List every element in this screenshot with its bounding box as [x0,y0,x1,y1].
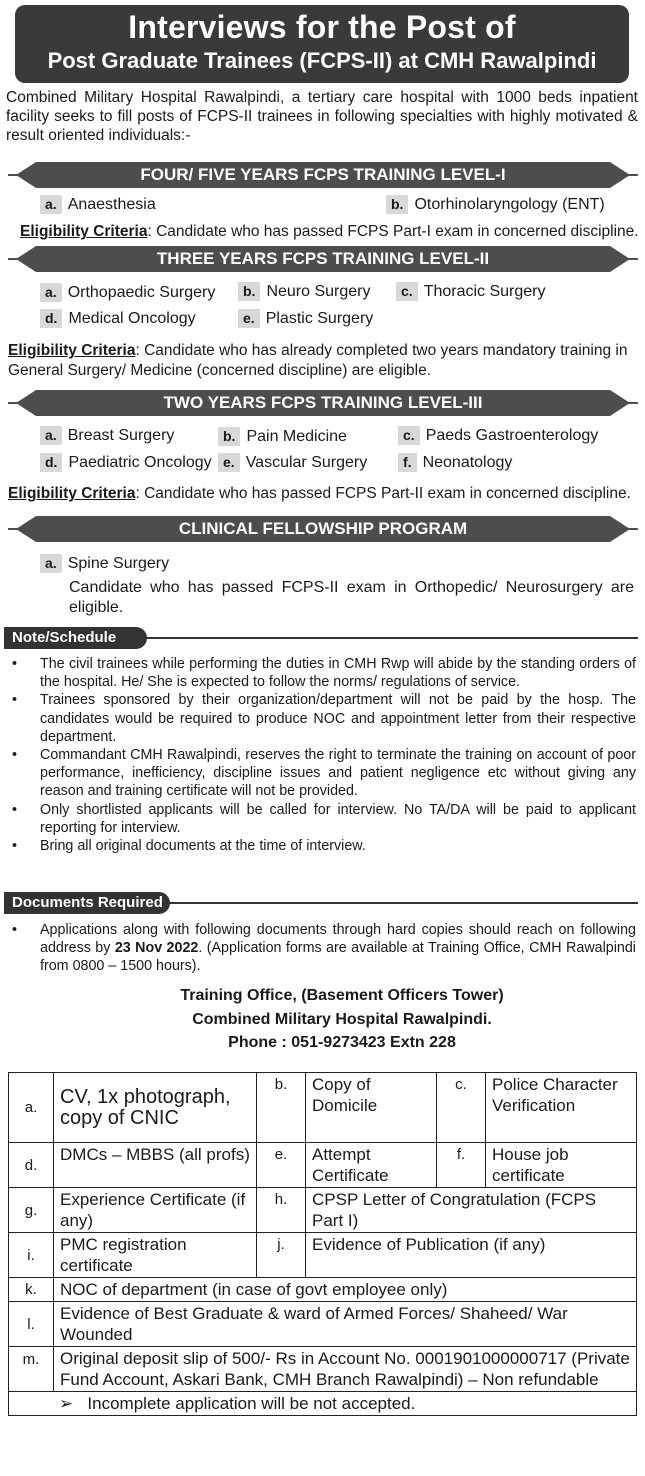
app-text: . (Application forms are available at Training Office, CMH Rawalpindi from 0800 – 1500 hours). [40,940,636,975]
row-key: i. [9,1233,54,1278]
eligibility-text: : Candidate who has passed FCPS Part-II exam in concerned discipline. [135,485,631,502]
row-key: m. [9,1347,54,1392]
item-key: c. [396,282,418,301]
level2-banner [8,246,638,272]
row-key: j. [257,1233,306,1278]
row-key: b. [257,1073,306,1143]
table-row [9,1073,637,1143]
deadline-date: 23 Nov 2022 [114,940,199,957]
item-label: Spine Surgery [67,555,170,572]
item-label: Neonatology [422,454,513,471]
app-text: Applications along with following documents through hard copies should reach on following address by [40,922,636,957]
list-item: • Only shortlisted applicants will be called for interview. No TA/DA will be paid to applicant reporting for interview. [8,801,636,837]
doc-item: Attempt Certificate [306,1143,437,1188]
item-label: Paediatric Oncology [68,454,212,471]
footer-note-text: Incomplete application will be not accepted. [87,1394,416,1413]
list-item [398,426,598,445]
level3-eligibility [8,484,638,504]
list-item: • Bring all original documents at the time of interview. [8,837,636,855]
doc-item: Evidence of Publication (if any) [306,1233,637,1278]
item-key: c. [398,426,420,445]
footer-note [9,1392,637,1416]
list-item [238,282,371,301]
item-label: Breast Surgery [67,427,175,444]
doc-item: DMCs – MBBS (all profs) [54,1143,257,1188]
notes-heading: Note/Schedule [4,627,147,649]
item-label: Anaesthesia [67,196,156,213]
list-item [8,921,636,976]
level3-banner [8,390,638,416]
row-key: e. [257,1143,306,1188]
table-row [9,1278,637,1302]
arrow-icon: ➢ [59,1394,74,1413]
list-item [40,453,212,472]
list-item [40,426,174,445]
table-row [9,1188,637,1233]
table-row [9,1233,637,1278]
item-key: a. [40,283,62,302]
documents-heading: Documents Required [4,892,170,914]
phone-line: Phone : 051-9273423 Extn 228 [228,1034,456,1051]
item-label: Otorhinolaryngology (ENT) [414,196,605,213]
level3-title: TWO YEARS FCPS TRAINING LEVEL-III [36,390,610,416]
doc-item: Police Character Verification [486,1073,637,1143]
table-row [9,1143,637,1188]
list-item: • Commandant CMH Rawalpindi, reserves the right to terminate the training on account of poor performance, inefficiency, discipline issues and patient negligence etc without giving any reason and training certificate will not be provided. [8,746,636,801]
address-line: Combined Military Hospital Rawalpindi. [192,1011,492,1028]
table-row [9,1347,637,1392]
row-key: d. [9,1143,54,1188]
doc-item: Copy of Domicile [306,1073,437,1143]
doc-item: Original deposit slip of 500/- Rs in Account No. 0001901000000717 (Private Fund Account, Askari Bank, CMH Branch Rawalpindi) – Non refundable [54,1347,637,1392]
row-key: k. [9,1278,54,1302]
item-key: e. [238,309,260,328]
item-label: Paeds Gastroenterology [425,427,599,444]
item-label: Neuro Surgery [266,283,371,300]
list-item [386,195,605,214]
item-label: Thoracic Surgery [423,283,546,300]
item-key: b. [238,282,260,301]
list-item [40,283,215,302]
eligibility-label: Eligibility Criteria [8,485,136,502]
application-instructions [8,921,636,976]
fellowship-banner [8,516,638,542]
eligibility-label: Eligibility Criteria [8,342,136,359]
row-key: c. [437,1073,486,1143]
item-key: f. [398,453,417,472]
doc-item: NOC of department (in case of govt employee only) [54,1278,637,1302]
row-key: a. [9,1073,54,1143]
item-key: b. [386,195,408,214]
page-title: Interviews for the Post of [128,9,516,45]
level1-banner [8,162,638,188]
eligibility-text: : Candidate who has passed FCPS Part-I exam in concerned discipline. [147,223,639,240]
item-key: b. [218,427,240,446]
table-row [9,1302,637,1347]
item-key: a. [40,426,62,445]
intro-text: Combined Military Hospital Rawalpindi, a tertiary care hospital with 1000 beds inpatient facility seeks to fill posts of FCPS-II trainees in following specialties with highly motivated & result oriented individuals:- [6,89,638,144]
row-key: g. [9,1188,54,1233]
item-key: d. [40,453,62,472]
item-label: Plastic Surgery [265,310,374,327]
page-subtitle: Post Graduate Trainees (FCPS-II) at CMH Rawalpindi [47,48,597,73]
row-key: h. [257,1188,306,1233]
list-item [40,309,196,328]
item-label: Pain Medicine [246,428,347,445]
level1-title: FOUR/ FIVE YEARS FCPS TRAINING LEVEL-I [36,162,610,188]
item-key: a. [40,195,62,214]
level1-eligibility [20,222,645,242]
level2-eligibility [8,341,638,381]
list-item [396,282,546,301]
list-item [218,427,347,446]
item-label: Medical Oncology [68,310,196,327]
item-key: e. [218,453,240,472]
fellowship-title: CLINICAL FELLOWSHIP PROGRAM [36,516,610,542]
doc-item: PMC registration certificate [54,1233,257,1278]
doc-item: Experience Certificate (if any) [54,1188,257,1233]
list-item: • Trainees sponsored by their organization/department will not be paid by the hosp. The candidates would be required to produce NOC and appointment letter from their respective department. [8,691,636,746]
item-label: Vascular Surgery [245,454,368,471]
list-item [238,309,373,328]
row-key: l. [9,1302,54,1347]
doc-item: CPSP Letter of Congratulation (FCPS Part I) [306,1188,637,1233]
level2-title: THREE YEARS FCPS TRAINING LEVEL-II [36,246,610,272]
row-key: f. [437,1143,486,1188]
address-line: Training Office, (Basement Officers Tower) [180,987,504,1004]
table-row [9,1392,637,1416]
doc-item: CV, 1x photograph, copy of CNIC [54,1073,257,1143]
list-item [40,195,156,214]
list-item [218,453,367,472]
page-header [15,5,629,83]
list-item [398,453,512,472]
list-item [40,554,169,573]
notes-list [8,655,636,855]
fellowship-eligibility: Candidate who has passed FCPS-II exam in Orthopedic/ Neurosurgery are eligible. [69,579,634,616]
list-item: • The civil trainees while performing the duties in CMH Rwp will abide by the standing orders of the hospital. He/ She is expected to follow the norms/ regulations of service. [8,655,636,691]
item-key: d. [40,309,62,328]
documents-table [8,1072,637,1416]
doc-item: House job certificate [486,1143,637,1188]
item-label: Orthopaedic Surgery [67,284,216,301]
doc-item: Evidence of Best Graduate & ward of Armed Forces/ Shaheed/ War Wounded [54,1302,637,1347]
eligibility-label: Eligibility Criteria [20,223,148,240]
eligibility-text: : Candidate who has already completed two years mandatory training in General Surgery/ Medicine (concerned discipline) are eligible. [8,342,628,379]
item-key: a. [40,554,62,573]
